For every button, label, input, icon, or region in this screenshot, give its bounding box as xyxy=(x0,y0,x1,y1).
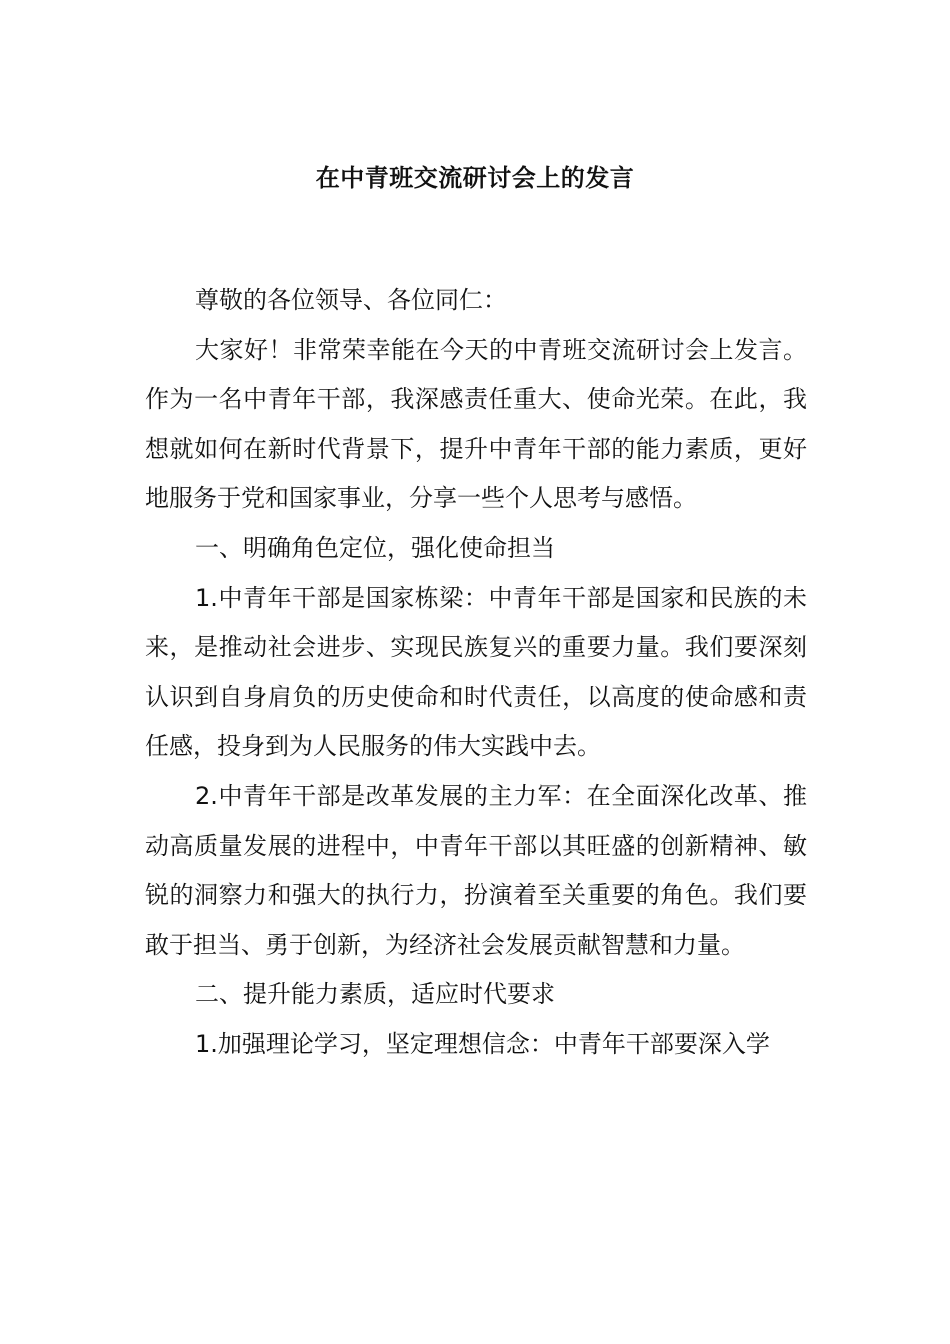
point-1-1-paragraph: 1.中青年干部是国家栋梁：中青年干部是国家和民族的未来，是推动社会进步、实现民族复兴的重要力量。我们要深刻认识到自身肩负的历史使命和时代责任，以高度的使命感和责任感，投身到为人民服务的伟大实践中去。 xyxy=(145,583,807,761)
section-heading-2: 二、提升能力素质，适应时代要求 xyxy=(195,980,555,1009)
section-heading-1: 一、明确角色定位，强化使命担当 xyxy=(195,533,555,562)
salutation-paragraph: 尊敬的各位领导、各位同仁： xyxy=(195,286,507,314)
document-title: 在中青班交流研讨会上的发言 xyxy=(315,164,635,192)
intro-paragraph: 大家好！非常荣幸能在今天的中青班交流研讨会上发言。作为一名中青年干部，我深感责任重大、使命光荣。在此，我想就如何在新时代背景下，提升中青年干部的能力素质，更好地服务于党和国家事业，分享一些个人思考与感悟。 xyxy=(145,335,807,513)
document-body xyxy=(145,276,807,1070)
point-1-2-paragraph: 2.中青年干部是改革发展的主力军：在全面深化改革、推动高质量发展的进程中，中青年干部以其旺盛的创新精神、敏锐的洞察力和强大的执行力，扮演着至关重要的角色。我们要敢于担当、勇于创新，为经济社会发展贡献智慧和力量。 xyxy=(145,781,807,959)
point-2-1-paragraph: 1.加强理论学习，坚定理想信念：中青年干部要深入学 xyxy=(195,1029,770,1058)
